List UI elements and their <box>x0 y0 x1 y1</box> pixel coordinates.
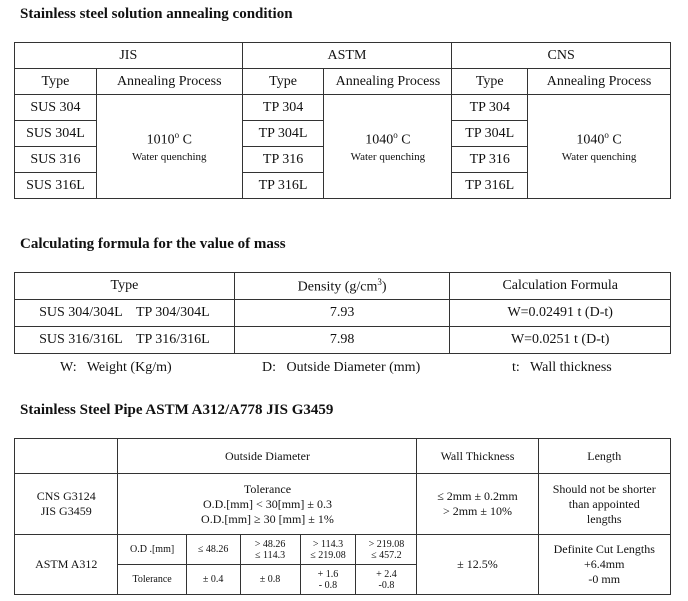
tolerance-a: + 2.4 <box>376 568 397 580</box>
col-type: Type <box>15 69 97 95</box>
od-range-a: > 219.08 <box>368 538 405 550</box>
astm-quench: Water quenching <box>350 150 426 163</box>
astm-type: TP 316 <box>242 147 324 173</box>
astm-label: ASTM A312 <box>15 535 118 595</box>
od-range <box>300 535 356 565</box>
jis-type: SUS 316 <box>15 147 97 173</box>
od-label: O.D .[mm] <box>118 535 186 565</box>
tolerance-a: + 1.6 <box>317 568 339 580</box>
legend-wall: t: Wall thickness <box>512 360 612 375</box>
row-type: SUS 304/304L TP 304/304L <box>15 300 235 327</box>
cns-process <box>528 95 671 199</box>
group-jis: JIS <box>15 43 243 69</box>
od-range-a: > 48.26 <box>254 538 286 550</box>
degree: o <box>393 130 398 141</box>
section1-title: Stainless steel solution annealing condition <box>20 6 293 22</box>
celsius: C <box>397 132 411 148</box>
cns-label-2: JIS G3459 <box>40 504 92 518</box>
wall-line: > 2mm ± 10% <box>442 504 512 518</box>
cns-type: TP 316 <box>452 147 528 173</box>
celsius: C <box>608 132 622 148</box>
cns-label <box>15 474 118 535</box>
astm-length-line: -0 mm <box>588 572 621 586</box>
cns-type: TP 304L <box>452 121 528 147</box>
col-process: Annealing Process <box>528 69 671 95</box>
col-process: Annealing Process <box>96 69 242 95</box>
od-range-b: ≤ 219.08 <box>310 549 346 561</box>
tolerance-line: O.D.[mm] < 30[mm] ± 0.3 <box>202 496 332 511</box>
tolerance-title: Tolerance <box>243 481 292 496</box>
row-density: 7.93 <box>234 300 450 327</box>
header-density <box>234 273 450 300</box>
wall-line: ≤ 2mm ± 0.2mm <box>437 489 518 503</box>
od-range <box>186 535 240 565</box>
od-range-a: ≤ 48.26 <box>197 544 229 555</box>
od-range-b: ≤ 457.2 <box>371 549 402 561</box>
cns-temp: 1040 <box>576 132 605 148</box>
section3-title: Stainless Steel Pipe ASTM A312/A778 JIS G3459 <box>20 402 334 418</box>
astm-process <box>324 95 452 199</box>
jis-process <box>96 95 242 199</box>
length-line: Should not be shorter <box>552 481 656 496</box>
jis-type: SUS 316L <box>15 173 97 199</box>
header-length: Length <box>538 439 671 474</box>
col-process: Annealing Process <box>324 69 452 95</box>
row-formula: W=0.0251 t (D-t) <box>450 327 671 354</box>
jis-quench: Water quenching <box>131 150 207 163</box>
legend-diameter: D: Outside Diameter (mm) <box>262 360 421 375</box>
cns-type: TP 316L <box>452 173 528 199</box>
cns-quench: Water quenching <box>561 150 637 163</box>
tolerance-value <box>240 565 300 595</box>
header-od: Outside Diameter <box>118 439 417 474</box>
tolerance-b: - 0.8 <box>318 579 338 591</box>
density-tail: ) <box>381 279 387 295</box>
cns-label-1: CNS G3124 <box>36 489 96 503</box>
tolerance-line: O.D.[mm] ≥ 30 [mm] ± 1% <box>201 511 334 526</box>
tolerance-label: Tolerance <box>118 565 186 595</box>
header-type: Type <box>15 273 235 300</box>
astm-length-line: Definite Cut Lengths <box>553 542 655 556</box>
tolerance-value <box>356 565 417 595</box>
density-label: Density (g/cm <box>297 279 378 295</box>
astm-temp: 1040 <box>365 132 394 148</box>
row-formula: W=0.02491 t (D-t) <box>450 300 671 327</box>
cns-wall <box>417 474 538 535</box>
row-density: 7.98 <box>234 327 450 354</box>
mass-formula-table <box>14 272 671 354</box>
group-cns: CNS <box>452 43 671 69</box>
od-range-b: ≤ 114.3 <box>254 549 286 561</box>
od-range <box>356 535 417 565</box>
length-line: than appointed <box>568 496 640 511</box>
annealing-table <box>14 42 671 199</box>
tolerance-value <box>300 565 356 595</box>
astm-type: TP 304L <box>242 121 324 147</box>
pipe-spec-table <box>14 438 671 595</box>
celsius: C <box>179 132 192 148</box>
degree: o <box>604 130 609 141</box>
col-type: Type <box>452 69 528 95</box>
astm-length <box>538 535 671 595</box>
jis-type: SUS 304 <box>15 95 97 121</box>
col-type: Type <box>242 69 324 95</box>
cns-length <box>538 474 671 535</box>
od-range <box>240 535 300 565</box>
header-wall: Wall Thickness <box>417 439 538 474</box>
density-sup: 3 <box>377 276 382 287</box>
tolerance-a: ± 0.4 <box>202 574 224 585</box>
legend-weight: W: Weight (Kg/m) <box>60 360 172 375</box>
jis-type: SUS 304L <box>15 121 97 147</box>
degree: o <box>174 130 180 141</box>
corner-cell <box>15 439 118 474</box>
cns-tolerance <box>118 474 417 535</box>
group-astm: ASTM <box>242 43 452 69</box>
cns-type: TP 304 <box>452 95 528 121</box>
astm-length-line: +6.4mm <box>584 557 625 571</box>
astm-type: TP 316L <box>242 173 324 199</box>
row-type: SUS 316/316L TP 316/316L <box>15 327 235 354</box>
astm-type: TP 304 <box>242 95 324 121</box>
od-range-a: > 114.3 <box>312 538 344 550</box>
section2-title: Calculating formula for the value of mass <box>20 236 286 252</box>
tolerance-b: -0.8 <box>378 579 395 591</box>
jis-temp: 1010 <box>146 132 175 148</box>
header-formula: Calculation Formula <box>450 273 671 300</box>
tolerance-value <box>186 565 240 595</box>
length-line: lengths <box>586 511 622 526</box>
astm-wall: ± 12.5% <box>417 535 538 595</box>
tolerance-a: ± 0.8 <box>259 574 281 585</box>
